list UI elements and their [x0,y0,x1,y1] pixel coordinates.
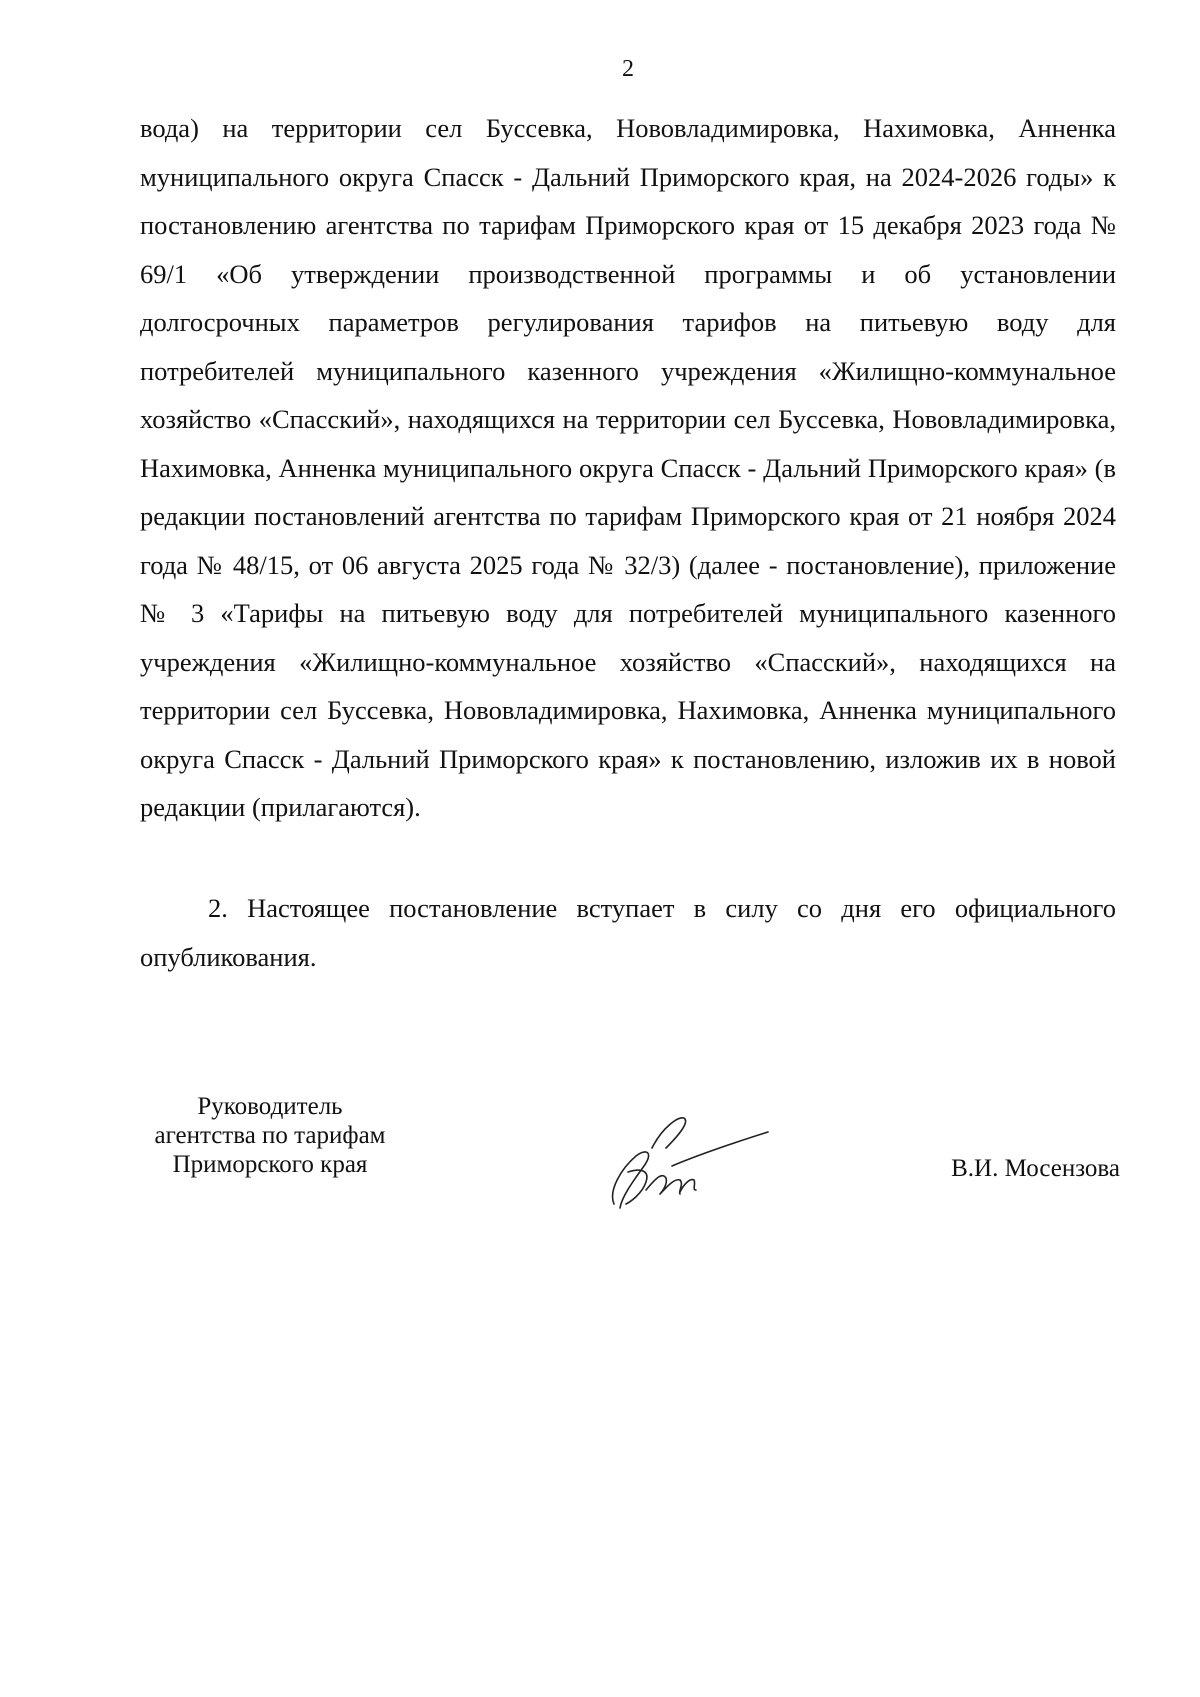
signer-position-line-3: Приморского края [172,1151,368,1178]
signer-position-line-2: агентства по тарифам [154,1122,386,1149]
signer-position-line-1: Руководитель [197,1093,343,1120]
handwritten-signature-icon [600,1108,770,1218]
body-paragraph-2: 2. Настоящее постановление вступает в силу со дня его официального опубликования. [140,893,1116,972]
signer-name: В.И. Мосензова [951,1155,1120,1182]
signer-position [120,1092,420,1179]
page-number: 2 [622,56,634,82]
body-paragraph-1: вода) на территории сел Буссевка, Нововладимировка, Нахимовка, Анненка муниципального округа Спасск - Дальний Приморского края, на 2024-2026 годы» к постановлению агентства по тарифам Приморского края от 15 декабря 2023 года № 69/1 «Об утверждении производственной программы и об установлении долгосрочных параметров регулирования тарифов на питьевую воду для потребителей муниципального казенного учреждения «Жилищно-коммунальное хозяйство «Спасский», находящихся на территории сел Буссевка, Нововладимировка, Нахимовка, Анненка муниципального округа Спасск - Дальний Приморского края» (в редакции постановлений агентства по тарифам Приморского края от 21 ноября 2024 года № 48/15, от 06 августа 2025 года № 32/3) (далее - постановление), приложение № 3 «Тарифы на питьевую воду для потребителей муниципального казенного учреждения «Жилищно-коммунальное хозяйство «Спасский», находящихся на территории сел Буссевка, Нововладимировка, Нахимовка, Анненка муниципального округа Спасск - Дальний Приморского края» к постановлению, изложив их в новой редакции (прилагаются). [140,113,1116,822]
